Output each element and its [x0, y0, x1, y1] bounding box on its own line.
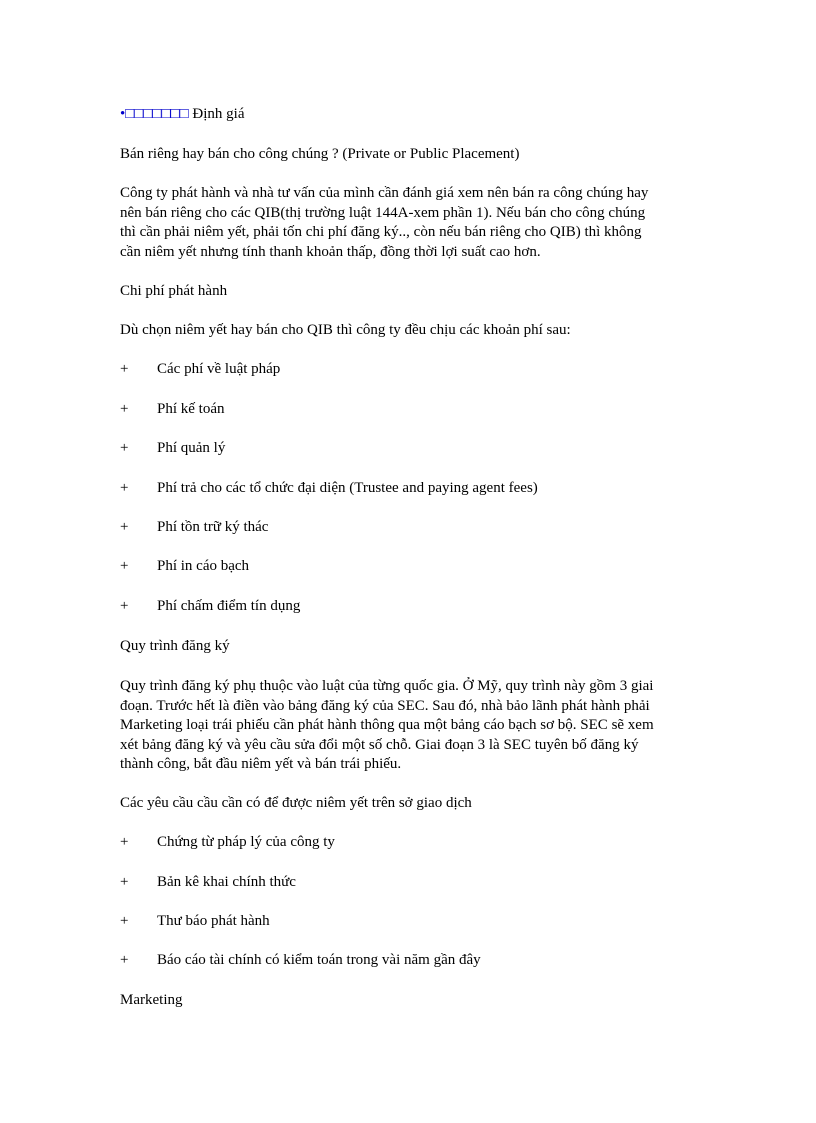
plus-icon: +	[120, 558, 129, 574]
list-item	[120, 873, 296, 893]
paragraph-line: thì cần phải niêm yết, phải tốn chi phí đăng ký.., còn nếu bán riêng cho QIB) thì không	[120, 224, 642, 240]
paragraph-line: đoạn. Trước hết là điền vào bảng đăng ký của SEC. Sau đó, nhà bảo lãnh phát hành phải	[120, 697, 650, 714]
subheading-marketing: Marketing	[120, 992, 183, 1008]
subheading-registration: Quy trình đăng ký	[120, 638, 230, 654]
list-item-text: Phí tồn trữ ký thác	[157, 519, 269, 535]
plus-icon: +	[120, 874, 129, 890]
subheading-placement: Bán riêng hay bán cho công chúng ? (Private or Public Placement)	[120, 146, 520, 162]
plus-icon: +	[120, 913, 129, 929]
list-item	[120, 400, 225, 420]
list-item-text: Các phí về luật pháp	[157, 361, 281, 377]
plus-icon: +	[120, 440, 129, 456]
paragraph-line: Marketing loại trái phiếu cần phát hành thông qua một bảng cáo bạch sơ bộ. SEC sẽ xem	[120, 717, 654, 733]
plus-icon: +	[120, 834, 129, 850]
subheading-costs: Chi phí phát hành	[120, 283, 228, 299]
plus-icon: +	[120, 480, 129, 496]
list-item-text: Phí in cáo bạch	[157, 558, 250, 574]
paragraph-placement	[120, 184, 690, 262]
list-item	[120, 360, 280, 380]
plus-icon: +	[120, 952, 129, 968]
plus-icon: +	[120, 598, 129, 614]
list-item-text: Phí kế toán	[157, 401, 225, 417]
plus-icon: +	[120, 401, 129, 417]
paragraph-line: Quy trình đăng ký phụ thuộc vào luật của từng quốc gia. Ở Mỹ, quy trình này gồm 3 giai	[120, 678, 654, 694]
list-item	[120, 479, 538, 499]
list-item	[120, 597, 300, 617]
list-item-text: Phí quản lý	[157, 440, 226, 456]
list-item	[120, 833, 335, 853]
list-item	[120, 912, 270, 932]
paragraph-line: thành công, bắt đầu niêm yết và bán trái phiếu.	[120, 756, 402, 772]
heading-text: Định giá	[192, 106, 245, 122]
plus-icon: +	[120, 519, 129, 535]
list-item	[120, 518, 268, 538]
plus-icon: +	[120, 361, 129, 377]
paragraph-line: cần niêm yết nhưng tính thanh khoản thấp, đồng thời lợi suất cao hơn.	[120, 243, 541, 260]
paragraph-registration	[120, 677, 690, 775]
list-item	[120, 951, 481, 971]
list-item-text: Bản kê khai chính thức	[157, 874, 296, 890]
list-item	[120, 557, 249, 577]
bullet-marker: •□□□□□□□	[120, 106, 189, 122]
list-item	[120, 439, 225, 459]
list-item-text: Thư báo phát hành	[157, 913, 270, 929]
section-heading	[120, 105, 245, 125]
subheading-requirements: Các yêu cầu cầu cần có để được niêm yết trên sở giao dịch	[120, 795, 472, 811]
list-item-text: Phí chấm điểm tín dụng	[157, 598, 301, 614]
paragraph-line: Công ty phát hành và nhà tư vấn của mình cần đánh giá xem nên bán ra công chúng hay	[120, 185, 649, 201]
list-item-text: Phí trả cho các tổ chức đại diện (Trustee and paying agent fees)	[157, 480, 538, 496]
paragraph-line: nên bán riêng cho các QIB(thị trường luật 144A-xem phần 1). Nếu bán cho công chúng	[120, 204, 646, 221]
costs-intro: Dù chọn niêm yết hay bán cho QIB thì công ty đều chịu các khoản phí sau:	[120, 322, 571, 338]
list-item-text: Báo cáo tài chính có kiểm toán trong vài năm gần đây	[157, 952, 481, 968]
paragraph-line: xét bảng đăng ký và yêu cầu sửa đổi một số chỗ. Giai đoạn 3 là SEC tuyên bố đăng ký	[120, 736, 639, 753]
list-item-text: Chứng từ pháp lý của công ty	[157, 834, 335, 850]
